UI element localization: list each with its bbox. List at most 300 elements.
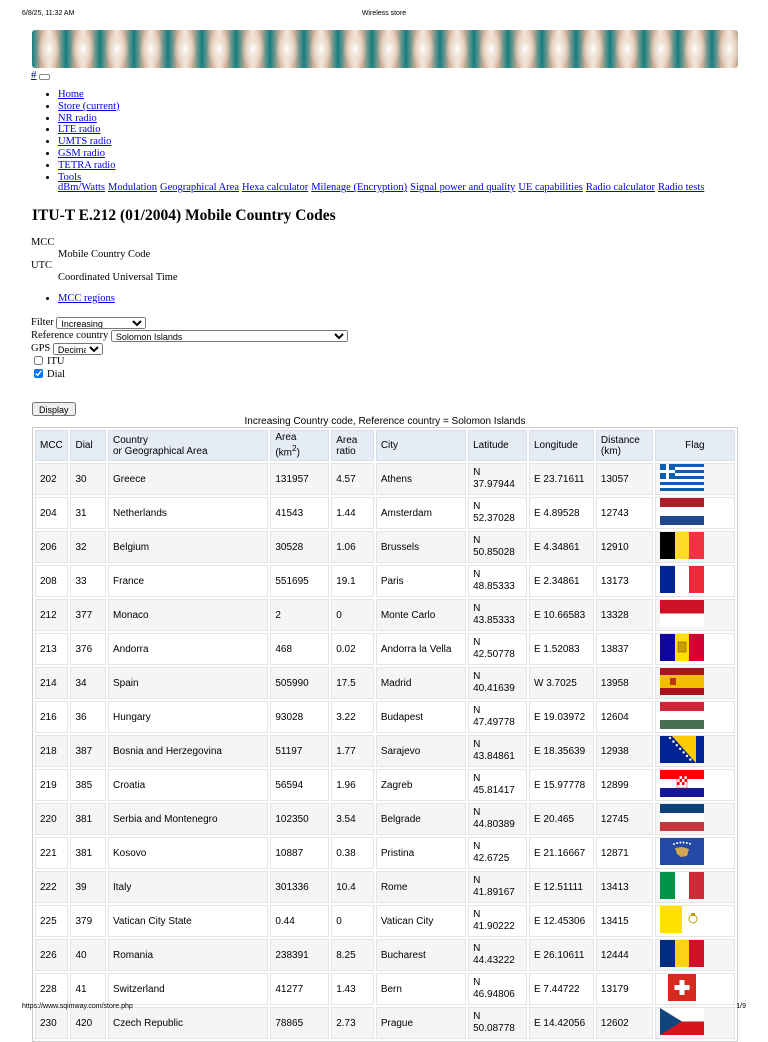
latitude-direction: N xyxy=(473,501,481,512)
tool-link-radio-tests[interactable]: Radio tests xyxy=(657,182,705,193)
latitude-value: 37.97944 xyxy=(473,479,515,490)
belgium-flag-icon xyxy=(660,532,704,559)
col-ratio-line2: ratio xyxy=(336,445,356,457)
print-url: https://www.sqimway.com/store.php xyxy=(22,1003,133,1010)
cell-country: Monaco xyxy=(108,599,268,631)
cell-mcc: 208 xyxy=(35,565,68,597)
def-term-utc: UTC xyxy=(31,260,52,272)
cell-area: 238391 xyxy=(270,939,329,971)
table-row xyxy=(35,939,735,971)
cell-dial: 377 xyxy=(70,599,106,631)
cell-longitude: E 4.34861 xyxy=(529,531,594,563)
latitude-value: 43.85333 xyxy=(473,615,515,626)
cell-distance: 13173 xyxy=(596,565,653,597)
latitude-direction: N xyxy=(473,569,481,580)
cell-area-ratio: 2.73 xyxy=(331,1007,374,1039)
cell-latitude xyxy=(468,939,527,971)
reference-country-select[interactable] xyxy=(111,330,348,342)
tool-link-ue-capabilities[interactable]: UE capabilities xyxy=(518,182,583,193)
cell-latitude xyxy=(468,633,527,665)
cell-city: Bucharest xyxy=(376,939,466,971)
cell-mcc: 214 xyxy=(35,667,68,699)
cell-dial: 34 xyxy=(70,667,106,699)
cell-area-ratio: 3.54 xyxy=(331,803,374,835)
cell-latitude xyxy=(468,905,527,937)
dial-label: Dial xyxy=(47,369,66,380)
latitude-direction: N xyxy=(473,671,481,682)
col-city: City xyxy=(376,430,466,461)
hash-row xyxy=(31,69,50,81)
nav-item-umts-radio xyxy=(58,136,120,148)
table-row xyxy=(35,565,735,597)
cell-country: Bosnia and Herzegovina xyxy=(108,735,268,767)
mcc-table xyxy=(32,427,738,1042)
cell-area: 102350 xyxy=(270,803,329,835)
definitions xyxy=(31,237,178,283)
latitude-value: 41.89167 xyxy=(473,887,515,898)
dial-checkbox[interactable] xyxy=(34,369,43,378)
table-header-row xyxy=(35,430,735,461)
cell-area: 41543 xyxy=(270,497,329,529)
latitude-value: 48.85333 xyxy=(473,581,515,592)
table-row xyxy=(35,769,735,801)
gps-label: GPS xyxy=(31,343,51,354)
cell-city: Vatican City xyxy=(376,905,466,937)
cell-city: Athens xyxy=(376,463,466,495)
cell-area: 505990 xyxy=(270,667,329,699)
latitude-value: 44.43222 xyxy=(473,955,515,966)
latitude-value: 50.08778 xyxy=(473,1023,515,1034)
cell-dial: 381 xyxy=(70,803,106,835)
latitude-value: 40.41639 xyxy=(473,683,515,694)
menu-toggle-button[interactable] xyxy=(39,74,50,80)
col-distance-line2: (km) xyxy=(600,445,621,457)
cell-country: Greece xyxy=(108,463,268,495)
cell-latitude xyxy=(468,973,527,1005)
cell-mcc: 221 xyxy=(35,837,68,869)
tool-link-geographical-area[interactable]: Geographical Area xyxy=(160,182,240,193)
cell-mcc: 225 xyxy=(35,905,68,937)
cell-latitude xyxy=(468,565,527,597)
cell-area: 551695 xyxy=(270,565,329,597)
table-row xyxy=(35,803,735,835)
latitude-direction: N xyxy=(473,603,481,614)
filter-label: Filter xyxy=(31,317,54,328)
cell-country: Belgium xyxy=(108,531,268,563)
cell-longitude: E 4.89528 xyxy=(529,497,594,529)
hash-link[interactable]: # xyxy=(31,69,37,81)
vatican-flag-icon xyxy=(660,906,704,933)
def-term-mcc: MCC xyxy=(31,237,55,248)
table-row xyxy=(35,667,735,699)
nav-item-home xyxy=(58,89,120,101)
cell-area-ratio: 8.25 xyxy=(331,939,374,971)
spain-flag-icon xyxy=(660,668,704,695)
italy-flag-icon xyxy=(660,872,704,899)
table-body xyxy=(35,463,735,1039)
cell-dial: 420 xyxy=(70,1007,106,1039)
tools-submenu xyxy=(58,182,707,193)
mcc-regions-link[interactable]: MCC regions xyxy=(58,293,115,304)
latitude-value: 44.80389 xyxy=(473,819,515,830)
cell-latitude xyxy=(468,837,527,869)
col-area-ratio xyxy=(331,430,374,461)
cell-flag xyxy=(655,667,735,699)
cell-area-ratio: 0.02 xyxy=(331,633,374,665)
print-timestamp: 6/8/25, 11:32 AM xyxy=(22,10,75,17)
cell-longitude: E 26.10611 xyxy=(529,939,594,971)
cell-distance: 13057 xyxy=(596,463,653,495)
cell-city: Andorra la Vella xyxy=(376,633,466,665)
cell-mcc: 216 xyxy=(35,701,68,733)
tool-link-modulation[interactable]: Modulation xyxy=(108,182,157,193)
cell-mcc: 230 xyxy=(35,1007,68,1039)
table-row xyxy=(35,497,735,529)
cell-mcc: 204 xyxy=(35,497,68,529)
cell-mcc: 219 xyxy=(35,769,68,801)
cell-country: Serbia and Montenegro xyxy=(108,803,268,835)
latitude-direction: N xyxy=(473,909,481,920)
cell-area-ratio: 3.22 xyxy=(331,701,374,733)
col-flag: Flag xyxy=(655,430,735,461)
cell-longitude: E 21.16667 xyxy=(529,837,594,869)
cell-area-ratio: 0 xyxy=(331,599,374,631)
cell-dial: 379 xyxy=(70,905,106,937)
nav-item-tetra-radio xyxy=(58,160,120,172)
cell-mcc: 218 xyxy=(35,735,68,767)
col-longitude: Longitude xyxy=(529,430,594,461)
cell-distance: 13328 xyxy=(596,599,653,631)
cell-area-ratio: 4.57 xyxy=(331,463,374,495)
cell-flag xyxy=(655,803,735,835)
nav-link-tetra-radio[interactable]: TETRA radio xyxy=(58,159,116,171)
cell-latitude xyxy=(468,599,527,631)
site-banner xyxy=(32,30,738,68)
cell-dial: 30 xyxy=(70,463,106,495)
cell-distance: 12602 xyxy=(596,1007,653,1039)
hungary-flag-icon xyxy=(660,702,704,729)
romania-flag-icon xyxy=(660,940,704,967)
table-row xyxy=(35,837,735,869)
latitude-direction: N xyxy=(473,1011,481,1022)
latitude-direction: N xyxy=(473,637,481,648)
cell-distance: 12745 xyxy=(596,803,653,835)
reference-row xyxy=(31,329,348,342)
netherlands-flag-icon xyxy=(660,498,704,525)
col-distance xyxy=(596,430,653,461)
cell-flag xyxy=(655,837,735,869)
cell-country: Spain xyxy=(108,667,268,699)
cell-mcc: 226 xyxy=(35,939,68,971)
nav-link-umts-radio[interactable]: UMTS radio xyxy=(58,136,112,148)
tool-link-signal-power[interactable]: Signal power and quality xyxy=(410,182,516,193)
cell-country: Hungary xyxy=(108,701,268,733)
main-nav xyxy=(40,89,120,183)
switzerland-flag-icon xyxy=(660,974,704,1001)
latitude-value: 47.49778 xyxy=(473,717,515,728)
cell-longitude: E 20.465 xyxy=(529,803,594,835)
cell-dial: 39 xyxy=(70,871,106,903)
cell-latitude xyxy=(468,803,527,835)
cell-city: Madrid xyxy=(376,667,466,699)
cell-distance: 12938 xyxy=(596,735,653,767)
latitude-value: 46.94806 xyxy=(473,989,515,1000)
table-row xyxy=(35,1007,735,1039)
cell-area: 301336 xyxy=(270,871,329,903)
cell-country: Romania xyxy=(108,939,268,971)
cell-area: 78865 xyxy=(270,1007,329,1039)
nav-link-nr-radio[interactable]: NR radio xyxy=(58,112,97,124)
cell-flag xyxy=(655,735,735,767)
cell-dial: 41 xyxy=(70,973,106,1005)
latitude-direction: N xyxy=(473,467,481,478)
greece-flag-icon xyxy=(660,464,704,491)
cell-distance: 13179 xyxy=(596,973,653,1005)
andorra-flag-icon xyxy=(660,634,704,661)
regions-list xyxy=(40,293,115,304)
col-mcc: MCC xyxy=(35,430,68,461)
cell-area-ratio: 1.96 xyxy=(331,769,374,801)
latitude-direction: N xyxy=(473,773,481,784)
cell-area-ratio: 0 xyxy=(331,905,374,937)
cell-city: Pristina xyxy=(376,837,466,869)
kosovo-flag-icon xyxy=(660,838,704,865)
col-country xyxy=(108,430,268,461)
cell-city: Paris xyxy=(376,565,466,597)
display-button[interactable]: Display xyxy=(32,402,76,416)
cell-area-ratio: 1.43 xyxy=(331,973,374,1005)
cell-flag xyxy=(655,633,735,665)
cell-country: Switzerland xyxy=(108,973,268,1005)
print-page-number: 1/9 xyxy=(736,1003,746,1010)
cell-dial: 387 xyxy=(70,735,106,767)
nav-link-lte-radio[interactable]: LTE radio xyxy=(58,124,101,136)
def-desc-utc: Coordinated Universal Time xyxy=(58,271,178,283)
nav-item-nr-radio xyxy=(58,113,120,125)
cell-longitude: E 15.97778 xyxy=(529,769,594,801)
tool-link-milenage[interactable]: Milenage (Encryption) xyxy=(311,182,408,193)
cell-mcc: 213 xyxy=(35,633,68,665)
latitude-direction: N xyxy=(473,535,481,546)
col-country-line1: Country xyxy=(113,434,149,446)
cell-dial: 40 xyxy=(70,939,106,971)
nav-item-gsm-radio xyxy=(58,148,120,160)
col-ratio-line1: Area xyxy=(336,434,358,446)
latitude-value: 43.84861 xyxy=(473,751,515,762)
cell-longitude: W 3.7025 xyxy=(529,667,594,699)
reference-country-label: Reference country xyxy=(31,330,109,341)
cell-flag xyxy=(655,973,735,1005)
cell-distance: 13413 xyxy=(596,871,653,903)
cell-distance: 12910 xyxy=(596,531,653,563)
col-area-close: ) xyxy=(296,447,300,459)
itu-checkbox[interactable] xyxy=(34,356,43,365)
cell-flag xyxy=(655,769,735,801)
cell-city: Prague xyxy=(376,1007,466,1039)
latitude-value: 42.6725 xyxy=(473,853,510,864)
page-title: ITU-T E.212 (01/2004) Mobile Country Codes xyxy=(32,207,336,224)
table-row xyxy=(35,905,735,937)
cell-dial: 376 xyxy=(70,633,106,665)
latitude-direction: N xyxy=(473,807,481,818)
latitude-value: 41.90222 xyxy=(473,921,515,932)
cell-longitude: E 12.45306 xyxy=(529,905,594,937)
cell-mcc: 228 xyxy=(35,973,68,1005)
cell-country: France xyxy=(108,565,268,597)
nav-item-lte-radio xyxy=(58,124,120,136)
cell-longitude: E 7.44722 xyxy=(529,973,594,1005)
cell-longitude: E 18.35639 xyxy=(529,735,594,767)
tool-link-hexa-calculator[interactable]: Hexa calculator xyxy=(242,182,309,193)
cell-distance: 13415 xyxy=(596,905,653,937)
table-row xyxy=(35,871,735,903)
cell-area-ratio: 10.4 xyxy=(331,871,374,903)
czech-flag-icon xyxy=(660,1008,704,1035)
cell-city: Amsterdam xyxy=(376,497,466,529)
latitude-value: 52.37028 xyxy=(473,513,515,524)
cell-city: Zagreb xyxy=(376,769,466,801)
cell-mcc: 206 xyxy=(35,531,68,563)
table-caption: Increasing Country code, Reference country = Solomon Islands xyxy=(244,416,526,427)
dial-row xyxy=(31,368,348,381)
cell-flag xyxy=(655,701,735,733)
cell-area: 2 xyxy=(270,599,329,631)
cell-distance: 12743 xyxy=(596,497,653,529)
cell-city: Belgrade xyxy=(376,803,466,835)
cell-flag xyxy=(655,871,735,903)
cell-flag xyxy=(655,1007,735,1039)
col-area xyxy=(270,430,329,461)
latitude-value: 50.85028 xyxy=(473,547,515,558)
cell-area: 51197 xyxy=(270,735,329,767)
cell-longitude: E 1.52083 xyxy=(529,633,594,665)
cell-country: Andorra xyxy=(108,633,268,665)
col-country-line2: or Geographical Area xyxy=(113,445,208,457)
cell-area: 468 xyxy=(270,633,329,665)
cell-flag xyxy=(655,905,735,937)
latitude-direction: N xyxy=(473,875,481,886)
latitude-value: 45.81417 xyxy=(473,785,515,796)
cell-distance: 12899 xyxy=(596,769,653,801)
table-row xyxy=(35,599,735,631)
cell-area: 131957 xyxy=(270,463,329,495)
cell-dial: 381 xyxy=(70,837,106,869)
cell-longitude: E 23.71611 xyxy=(529,463,594,495)
tool-link-radio-calculator[interactable]: Radio calculator xyxy=(585,182,655,193)
serbia-montenegro-flag-icon xyxy=(660,804,704,831)
cell-city: Rome xyxy=(376,871,466,903)
cell-area-ratio: 1.06 xyxy=(331,531,374,563)
col-latitude: Latitude xyxy=(468,430,527,461)
cell-mcc: 220 xyxy=(35,803,68,835)
cell-latitude xyxy=(468,1007,527,1039)
cell-city: Budapest xyxy=(376,701,466,733)
nav-link-gsm-radio[interactable]: GSM radio xyxy=(58,147,105,159)
gps-select[interactable] xyxy=(53,343,103,355)
cell-area: 0.44 xyxy=(270,905,329,937)
cell-longitude: E 14.42056 xyxy=(529,1007,594,1039)
filter-row xyxy=(31,316,348,329)
cell-area: 10887 xyxy=(270,837,329,869)
cell-area: 56594 xyxy=(270,769,329,801)
cell-distance: 12871 xyxy=(596,837,653,869)
latitude-direction: N xyxy=(473,977,481,988)
cell-distance: 12444 xyxy=(596,939,653,971)
nav-link-tools[interactable]: Tools xyxy=(58,171,82,183)
cell-mcc: 222 xyxy=(35,871,68,903)
tool-link-dbm-watts[interactable]: dBm/Watts xyxy=(58,182,105,193)
filter-form xyxy=(31,316,348,381)
cell-distance: 12604 xyxy=(596,701,653,733)
cell-dial: 385 xyxy=(70,769,106,801)
cell-latitude xyxy=(468,531,527,563)
cell-longitude: E 12.51111 xyxy=(529,871,594,903)
cell-area: 93028 xyxy=(270,701,329,733)
cell-latitude xyxy=(468,871,527,903)
latitude-direction: N xyxy=(473,705,481,716)
table-row xyxy=(35,973,735,1005)
def-desc-mcc: Mobile Country Code xyxy=(58,248,151,260)
cell-flag xyxy=(655,497,735,529)
cell-distance: 13837 xyxy=(596,633,653,665)
cell-mcc: 212 xyxy=(35,599,68,631)
cell-latitude xyxy=(468,735,527,767)
cell-distance: 13958 xyxy=(596,667,653,699)
cell-dial: 31 xyxy=(70,497,106,529)
cell-longitude: E 19.03972 xyxy=(529,701,594,733)
cell-country: Vatican City State xyxy=(108,905,268,937)
cell-city: Monte Carlo xyxy=(376,599,466,631)
cell-flag xyxy=(655,463,735,495)
bosnia-flag-icon xyxy=(660,736,704,763)
cell-city: Sarajevo xyxy=(376,735,466,767)
latitude-direction: N xyxy=(473,841,481,852)
monaco-flag-icon xyxy=(660,600,704,627)
col-area-sup: 2 xyxy=(292,443,297,454)
cell-area-ratio: 1.77 xyxy=(331,735,374,767)
col-area-line1: Area xyxy=(275,432,297,444)
france-flag-icon xyxy=(660,566,704,593)
cell-area: 41277 xyxy=(270,973,329,1005)
itu-label: ITU xyxy=(47,356,65,367)
col-dial: Dial xyxy=(70,430,106,461)
table-row xyxy=(35,463,735,495)
table-row xyxy=(35,735,735,767)
cell-flag xyxy=(655,599,735,631)
col-area-unit: (km xyxy=(275,447,293,459)
cell-city: Bern xyxy=(376,973,466,1005)
gps-row xyxy=(31,342,348,355)
cell-flag xyxy=(655,939,735,971)
nav-link-home[interactable]: Home xyxy=(58,89,84,100)
cell-country: Italy xyxy=(108,871,268,903)
cell-latitude xyxy=(468,497,527,529)
cell-area-ratio: 1.44 xyxy=(331,497,374,529)
croatia-flag-icon xyxy=(660,770,704,797)
cell-dial: 36 xyxy=(70,701,106,733)
cell-area: 30528 xyxy=(270,531,329,563)
cell-mcc: 202 xyxy=(35,463,68,495)
cell-latitude xyxy=(468,769,527,801)
cell-dial: 32 xyxy=(70,531,106,563)
filter-select[interactable] xyxy=(56,317,146,329)
cell-flag xyxy=(655,531,735,563)
cell-latitude xyxy=(468,463,527,495)
cell-latitude xyxy=(468,667,527,699)
cell-latitude xyxy=(468,701,527,733)
nav-link-store[interactable]: Store (current) xyxy=(58,100,120,112)
cell-longitude: E 2.34861 xyxy=(529,565,594,597)
